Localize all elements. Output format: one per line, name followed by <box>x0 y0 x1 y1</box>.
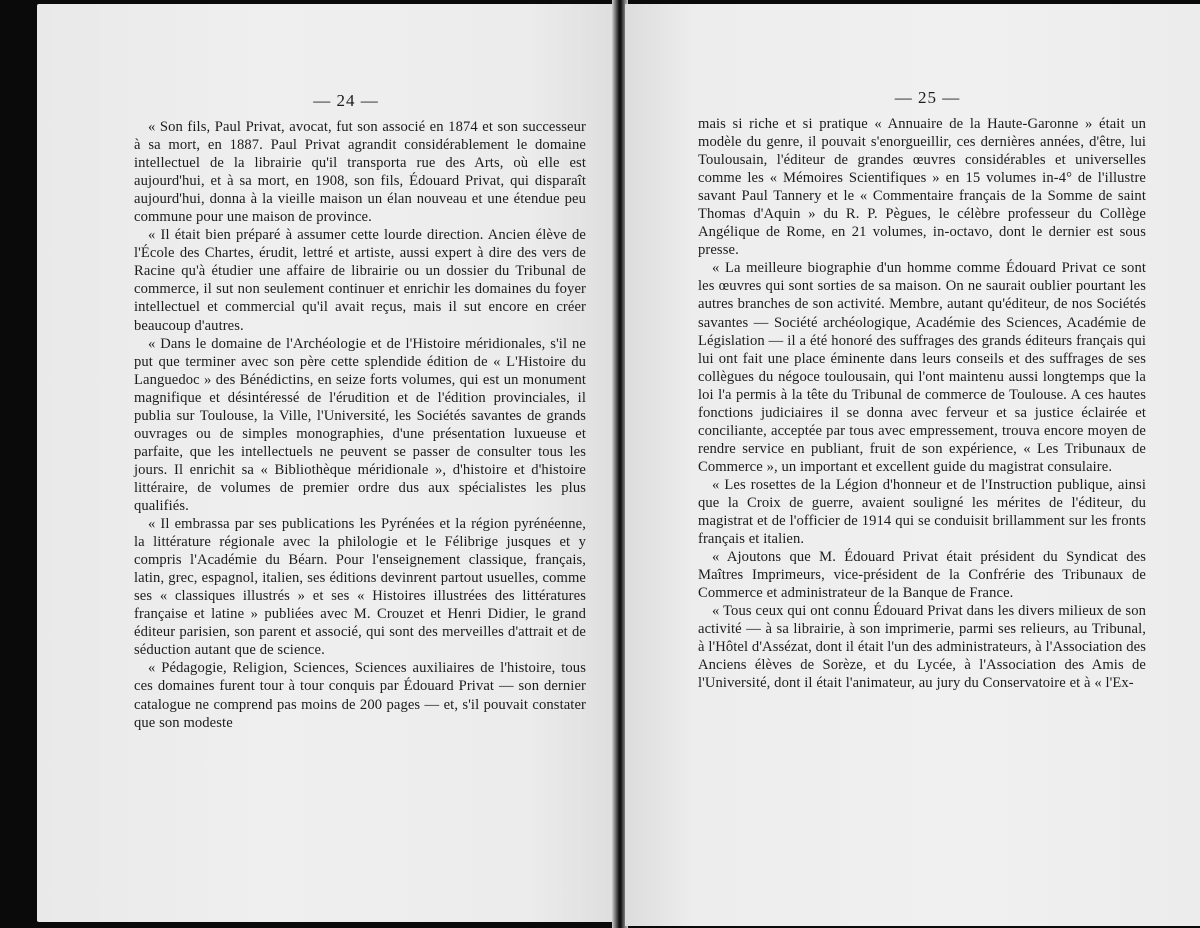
paragraph: mais si riche et si pratique « Annuaire de la Haute-Garonne » était un modèle du genre, il pouvait s'enorgueillir, ces dernières années, d'être, lui Toulousain, l'éditeur de grandes œuvres considérables et universelles comme les « Mémoires Scientifiques » en 15 volumes in-4° de l'illustre savant Paul Tannery et le « Commentaire français de la Somme de saint Thomas d'Aquin » du R. P. Pègues, le célèbre professeur du Collège Angélique de Rome, en 21 volumes, in-octavo, dont le dernier est sous presse. <box>698 116 1146 259</box>
paragraph: « Dans le domaine de l'Archéologie et de l'Histoire méridionales, s'il ne put que terminer avec son père cette splendide édition de « L'Histoire du Languedoc » des Bénédictins, en seize forts volumes, qui est un monument magnifique et désintéressé de l'érudition et de l'édition provinciales, il publia sur Toulouse, la Ville, l'Université, les Sociétés savantes de grands ouvrages ou de simples monographies, d'une présentation luxueuse et parfaite, que les intellectuels ne peuvent se passer de consulter tous les jours. Il enrichit sa « Bibliothèque méridionale », d'histoire et d'histoire littéraire, de volumes de premier ordre dus aux spécialistes les plus qualifiés. <box>134 335 586 514</box>
paragraph: « La meilleure biographie d'un homme comme Édouard Privat ce sont les œuvres qui sont sorties de sa maison. On ne saurait oublier pourtant les autres branches de son activité. Membre, autant qu'éditeur, de nos Sociétés savantes — Société archéologique, Académie des Sciences, Académie de Législation — il a été honoré des suffrages des grands éditeurs français qui lui ont fait une place éminente dans leurs conseils et des suffrages de ses collègues du négoce toulousain, qui l'ont maintenu aussi longtemps que la loi l'a permis à la tête du Tribunal de commerce de Toulouse. A ces hautes fonctions judiciaires il se donna avec ferveur et sa justice éclairée et conciliante, acceptée par tous avec empressement, trouva encore moyen de rendre service en publiant, fruit de son expérience, « Les Tribunaux de Commerce », un important et excellent guide du magistrat consulaire. <box>698 260 1146 475</box>
page-number-right: — 25 — <box>894 88 961 107</box>
paragraph: « Tous ceux qui ont connu Édouard Privat dans les divers milieux de son activité — à sa librairie, à son imprimerie, parmi ses relieurs, au Tribunal, à l'Hôtel d'Assézat, dont il était l'un des administrateurs, à l'Association des Anciens élèves de Sorèze, et du Lycée, à l'Association des Amis de l'Université, dont il était l'animateur, au jury du Conservatoire et à « l'Ex- <box>698 603 1146 692</box>
right-page <box>625 4 1200 926</box>
paragraph: « Les rosettes de la Légion d'honneur et de l'Instruction publique, ainsi que la Croix de guerre, avaient souligné les mérites de l'éditeur, du magistrat et de l'officier de 1914 qui se conduisit brillamment sur les fronts français et italien. <box>698 476 1146 548</box>
paragraph: « Son fils, Paul Privat, avocat, fut son associé en 1874 et son successeur à sa mort, en 1887. Paul Privat agrandit considérablement le domaine intellectuel de la librairie qu'il transporta rue des Arts, où elle est aujourd'hui, et à sa mort, en 1908, son fils, Édouard Privat, qui disparaît aujourd'hui, donna à la vieille maison un élan nouveau et une étendue peu commune pour une maison de province. <box>134 119 586 226</box>
paragraph: « Pédagogie, Religion, Sciences, Sciences auxiliaires de l'histoire, tous ces domaines furent tour à tour conquis par Édouard Privat — son dernier catalogue ne comprend pas moins de 200 pages — et, s'il pouvait constater que son modeste <box>134 660 586 731</box>
right-page-text <box>698 115 1146 693</box>
paragraph: « Il embrassa par ses publications les Pyrénées et la région pyrénéenne, la littérature régionale avec la philologie et le Félibrige jusques et y compris l'Académie du Béarn. Pour l'enseignement classique, français, latin, grec, espagnol, italien, ses éditions devinrent partout usuelles, comme ses « classiques illustrés » et ses « Histoires illustrées des littératures française et latine » publiées avec M. Crouzet et Henri Didier, le grand éditeur parisien, son parent et associé, qui sont des merveilles d'attrait et de séduction autant que de science. <box>134 516 586 659</box>
paragraph: « Ajoutons que M. Édouard Privat était président du Syndicat des Maîtres Imprimeurs, vice-président de la Confrérie des Tribunaux de Commerce et administrateur de la Banque de France. <box>698 549 1146 602</box>
paragraph: « Il était bien préparé à assumer cette lourde direction. Ancien élève de l'École des Chartes, érudit, lettré et artiste, aussi expert à dire des vers de Racine qu'à étudier une affaire de librairie ou un dossier du Tribunal de commerce, il sut non seulement continuer et enrichir les domaines du foyer intellectuel et commercial qu'il avait reçus, mais il sut encore en créer beaucoup d'autres. <box>134 227 586 334</box>
left-page-text <box>134 118 586 732</box>
page-number-left: — 24 — <box>313 91 379 110</box>
left-page <box>37 4 615 922</box>
